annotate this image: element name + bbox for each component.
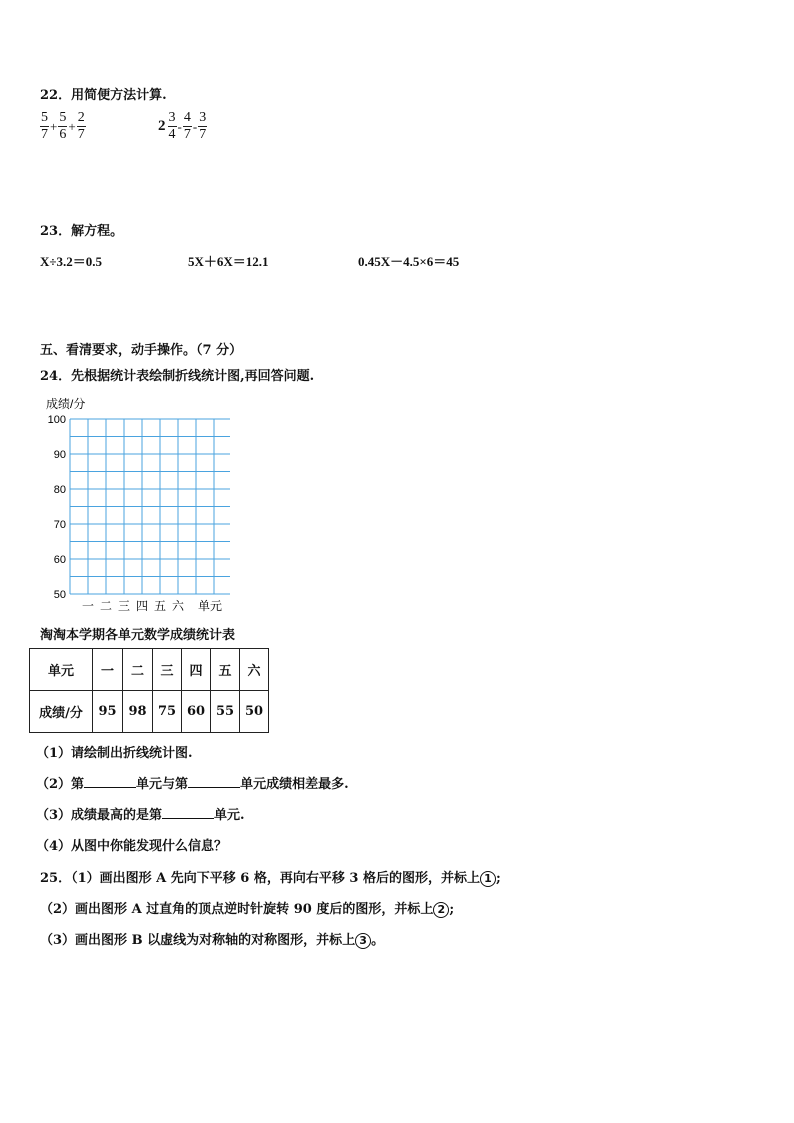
whole-number: 2 xyxy=(158,118,166,134)
y-tick-label: 70 xyxy=(53,519,66,531)
fraction: $\frac{3}{4}$ xyxy=(168,110,176,142)
q22-expression-1 xyxy=(40,110,86,143)
x-tick-label: 五 xyxy=(153,599,167,613)
equation-3: 0.45X－4.5×6＝45 xyxy=(358,254,460,269)
q25-line-3 xyxy=(40,929,384,949)
q24-sub-1: （1）请绘制出折线统计图. xyxy=(36,746,193,761)
y-tick-label: 50 xyxy=(53,589,66,601)
blank-line-chart-grid xyxy=(30,388,230,614)
equation-2: 5X＋6X＝12.1 xyxy=(188,254,269,269)
table-header-cell: 四 xyxy=(182,649,211,691)
x-tick-label: 一 xyxy=(81,599,95,613)
q25-line-1-text: 25．（1）画出图形 A 先向下平移 6 格，再向右平移 3 格后的图形，并标上 xyxy=(40,871,480,886)
table-header-cell: 三 xyxy=(153,649,182,691)
sub-3-text-a: （3）成绩最高的是第 xyxy=(36,808,163,823)
table-cell: 55 xyxy=(211,691,240,733)
table-cell: 98 xyxy=(123,691,153,733)
answer-blank[interactable] xyxy=(162,806,214,819)
x-tick-label: 四 xyxy=(135,599,149,613)
q22-title: 22．用简便方法计算. xyxy=(40,88,167,103)
sub-3-text-b: 单元. xyxy=(214,808,245,823)
punctuation: ; xyxy=(449,902,455,917)
section-5-title: 五、看清要求，动手操作。（7 分） xyxy=(40,343,243,358)
x-tick-label: 三 xyxy=(117,599,131,613)
table-header-cell: 单元 xyxy=(30,649,93,691)
y-tick-label: 100 xyxy=(47,414,66,426)
table-cell: 95 xyxy=(93,691,123,733)
equation-1: X÷3.2＝0.5 xyxy=(40,254,103,269)
table-header-cell: 五 xyxy=(211,649,240,691)
table-cell: 60 xyxy=(182,691,211,733)
punctuation: 。 xyxy=(371,933,385,948)
q25-line-2 xyxy=(40,898,454,918)
q23-title: 23．解方程。 xyxy=(40,224,124,239)
circled-number-1: 1 xyxy=(480,871,496,887)
table-cell: 成绩/分 xyxy=(30,691,93,733)
operator: - xyxy=(192,118,198,134)
circled-number-3: 3 xyxy=(355,933,371,949)
operator: + xyxy=(50,118,58,134)
fraction: $\frac{5}{7}$ xyxy=(41,110,48,142)
table-header-cell: 一 xyxy=(93,649,123,691)
fraction: $\frac{2}{7}$ xyxy=(77,110,85,142)
sub-2-text-c: 单元成绩相差最多. xyxy=(240,777,349,792)
y-axis-label: 成绩/分 xyxy=(46,397,86,411)
fraction: $\frac{4}{7}$ xyxy=(183,110,191,142)
answer-blank[interactable] xyxy=(84,775,136,788)
circled-number-2: 2 xyxy=(433,902,449,918)
x-axis-label: 单元 xyxy=(198,599,223,613)
sub-2-text-b: 单元与第 xyxy=(136,777,189,792)
score-statistics-table xyxy=(29,648,269,733)
table-cell: 75 xyxy=(153,691,182,733)
answer-blank[interactable] xyxy=(188,775,240,788)
q22-expression-2 xyxy=(158,110,207,143)
y-tick-label: 60 xyxy=(53,554,66,566)
fraction: $\frac{3}{7}$ xyxy=(199,110,207,142)
operator: + xyxy=(68,118,76,134)
q24-title: 24．先根据统计表绘制折线统计图,再回答问题. xyxy=(40,369,315,384)
table-header-cell: 六 xyxy=(240,649,269,691)
q24-sub-2 xyxy=(36,773,349,792)
x-tick-label: 二 xyxy=(99,599,113,613)
q25-line-3-text: （3）画出图形 B 以虚线为对称轴的对称图形，并标上 xyxy=(40,933,356,948)
q25-line-2-text: （2）画出图形 A 过直角的顶点逆时针旋转 90 度后的图形，并标上 xyxy=(40,902,434,917)
punctuation: ; xyxy=(495,871,501,886)
table-header-row xyxy=(30,649,269,691)
table-cell: 50 xyxy=(240,691,269,733)
operator: - xyxy=(177,118,182,134)
x-tick-label: 六 xyxy=(171,599,185,613)
table-row xyxy=(30,691,269,733)
y-tick-label: 80 xyxy=(53,484,66,496)
q24-sub-4: （4）从图中你能发现什么信息？ xyxy=(36,839,228,854)
table-header-cell: 二 xyxy=(123,649,153,691)
fraction: $\frac{5}{6}$ xyxy=(59,110,67,142)
sub-2-text-a: （2）第 xyxy=(36,777,85,792)
q25-line-1 xyxy=(40,867,501,887)
y-tick-label: 90 xyxy=(53,449,66,461)
q24-sub-3 xyxy=(36,804,245,823)
stat-table-title: 淘淘本学期各单元数学成绩统计表 xyxy=(40,628,236,643)
